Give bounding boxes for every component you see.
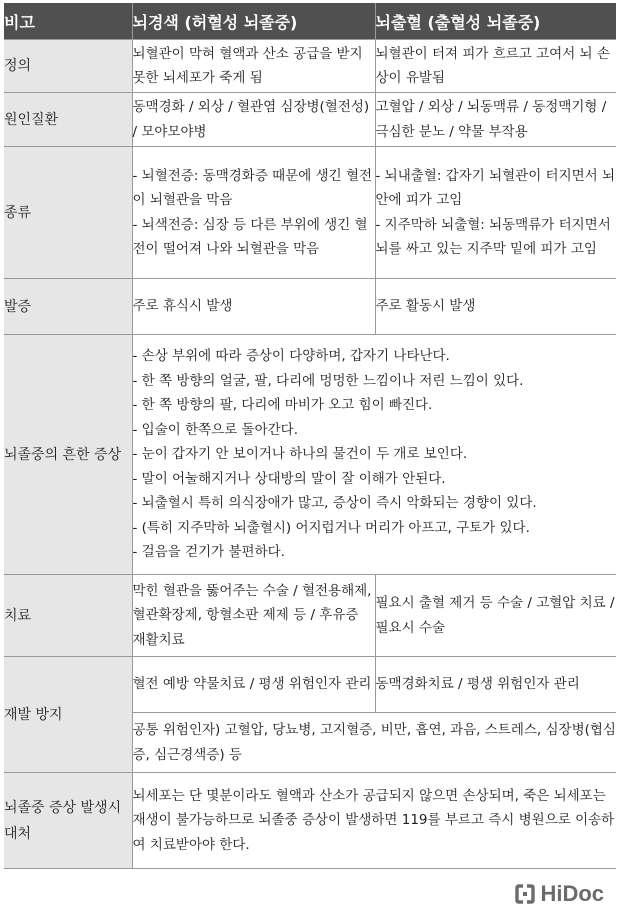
definition-ischemic: 뇌혈관이 막혀 혈액과 산소 공급을 받지 못한 뇌세포가 죽게 됨 <box>132 40 375 93</box>
types-ischemic <box>132 147 375 279</box>
hidoc-logo-icon <box>514 883 536 905</box>
prevention-ischemic: 혈전 예방 약물치료 / 평생 위험인자 관리 <box>132 657 375 713</box>
table-row-types <box>4 147 616 279</box>
list-item: - 한 쪽 방향의 팔, 다리에 마비가 오고 힘이 빠진다. <box>132 397 433 414</box>
type-item-embolism: - 뇌색전증: 심장 등 다른 부위에 생긴 혈전이 떨어져 나와 뇌혈관을 막음 <box>132 216 368 257</box>
response-text: 뇌세포는 단 몇분이라도 혈액과 산소가 공급되지 않으면 손상되며, 죽은 뇌세포는 재생이 불가능하므로 뇌졸중 증상이 발생하면 119를 부르고 즉시 병원으로 이송하여 치료받아야 한다. <box>132 773 616 869</box>
prevention-common-risk-factors: 공통 위험인자) 고혈압, 당뇨병, 고지혈증, 비만, 흡연, 과음, 스트레스, 심장병(협심증, 심근경색증) 등 <box>132 713 616 773</box>
row-label-onset: 발증 <box>4 279 132 335</box>
type-item-subarachnoid: - 지주막하 뇌출혈: 뇌동맥류가 터지면서 뇌를 싸고 있는 지주막 밑에 피가 고임 <box>375 216 611 257</box>
cause-ischemic: 동맥경화 / 외상 / 혈관염 심장병(혈전성) / 모야모야병 <box>132 93 375 147</box>
row-label-cause: 원인질환 <box>4 93 132 147</box>
list-item: - 말이 어눌해지거나 상대방의 말이 잘 이해가 안된다. <box>132 470 446 487</box>
hidoc-wordmark: HiDoc <box>540 881 604 906</box>
row-label-definition: 정의 <box>4 40 132 93</box>
prevention-hemorrhagic: 동맥경화치료 / 평생 위험인자 관리 <box>375 657 616 713</box>
cause-hemorrhagic: 고혈압 / 외상 / 뇌동맥류 / 동정맥기형 / 극심한 분노 / 약물 부작용 <box>375 93 616 147</box>
header-ischemic-stroke: 뇌경색 (허혈성 뇌졸중) <box>132 3 375 40</box>
header-label-column: 비고 <box>4 3 132 40</box>
definition-hemorrhagic: 뇌혈관이 터져 피가 흐르고 고여서 뇌 손상이 유발됨 <box>375 40 616 93</box>
stroke-comparison-table <box>4 3 616 869</box>
type-item-thrombosis: - 뇌혈전증: 동맥경화증 때문에 생긴 혈전이 뇌혈관을 막음 <box>132 167 373 208</box>
types-hemorrhagic <box>375 147 616 279</box>
row-label-symptoms: 뇌졸중의 흔한 증상 <box>4 335 132 575</box>
onset-ischemic: 주로 휴식시 발생 <box>132 279 375 335</box>
onset-hemorrhagic: 주로 활동시 발생 <box>375 279 616 335</box>
table-row-symptoms <box>4 335 616 575</box>
type-item-intracerebral: - 뇌내출혈: 갑자기 뇌혈관이 터지면서 뇌 안에 피가 고임 <box>375 167 616 208</box>
table-row-onset <box>4 279 616 335</box>
row-label-response: 뇌졸중 증상 발생시 대처 <box>4 773 132 869</box>
list-item: - 손상 부위에 따라 증상이 다양하며, 갑자기 나타난다. <box>132 348 450 365</box>
treatment-hemorrhagic: 필요시 출혈 제거 등 수술 / 고혈압 치료 / 필요시 수술 <box>375 575 616 657</box>
row-label-types: 종류 <box>4 147 132 279</box>
symptoms-list <box>132 335 616 575</box>
list-item: - (특히 지주막하 뇌출혈시) 어지럽거나 머리가 아프고, 구토가 있다. <box>132 519 530 536</box>
table-row-definition <box>4 40 616 93</box>
list-item: - 걸음을 걷기가 불편하다. <box>132 544 285 561</box>
header-hemorrhagic-stroke: 뇌출혈 (출혈성 뇌졸중) <box>375 3 616 40</box>
table-row-cause <box>4 93 616 147</box>
hidoc-watermark <box>514 881 604 907</box>
table-row-response <box>4 773 616 869</box>
list-item: - 뇌출혈시 특히 의식장애가 많고, 증상이 즉시 악화되는 경향이 있다. <box>132 495 537 512</box>
table-row-prevention <box>4 657 616 713</box>
list-item: - 한 쪽 방향의 얼굴, 팔, 다리에 멍멍한 느낌이나 저린 느낌이 있다. <box>132 372 524 389</box>
row-label-treatment: 치료 <box>4 575 132 657</box>
table-header-row <box>4 3 616 40</box>
table-row-treatment <box>4 575 616 657</box>
list-item: - 눈이 갑자기 안 보이거나 하나의 물건이 두 개로 보인다. <box>132 446 468 463</box>
list-item: - 입술이 한쪽으로 돌아간다. <box>132 421 298 438</box>
row-label-prevention: 재발 방지 <box>4 657 132 773</box>
treatment-ischemic: 막힌 혈관을 뚫어주는 수술 / 혈전용해제, 혈관확장제, 항혈소판 제제 등 / 후유증 재활치료 <box>132 575 375 657</box>
